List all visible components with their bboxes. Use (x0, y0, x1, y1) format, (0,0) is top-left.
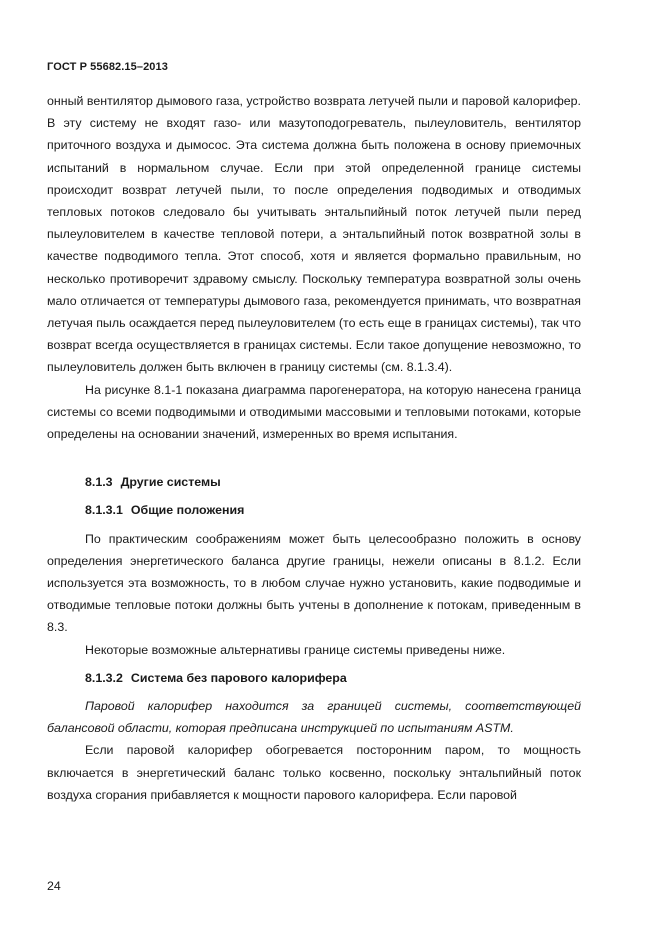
page-body (47, 90, 581, 806)
section-spacer (47, 445, 581, 471)
section-title: Общие положения (130, 503, 245, 518)
paragraph-other-boundaries: По практическим соображениям может быть целесообразно положить в основу определения энергетического баланса другие границы, нежели описаны в 8.1.2. Если используется эта возможность, то в любом случае нужно установить, какие подводимые и отводимые тепловые потоки должны быть учтены в дополнение к потокам, приведенным в 8.3. (47, 531, 581, 635)
page-number: 24 (47, 879, 61, 893)
section-number: 8.1.3.1 (85, 503, 123, 518)
standard-code: ГОСТ Р 55682.15–2013 (47, 61, 168, 73)
paragraph-continuation: онный вентилятор дымового газа, устройство возврата летучей пыли и паровой калорифер. В эту систему не входят газо- или мазутоподогреватель, пылеуловитель, вентилятор приточного воздуха и дымосос. Эта система должна быть положена в основу приемочных испытаний в нормальном случае. Если при этой определенной границе системы происходит возврат летучей пыли, то после определения подводимых и отводимых тепловых потоков следовало бы учитывать энтальпийный поток летучей пыли перед пылеуловителем в качестве тепловой потери, а энтальпийный поток возвратной золы в качестве подводимого тепла. Этот способ, хотя и является формально правильным, но несколько противоречит здравому смыслу. Поскольку температура возвратной золы очень мало отличается от температуры дымового газа, рекомендуется принимать, что возвратная летучая пыль осаждается перед пылеуловителем (то есть еще в границах системы), так что возврат всегда осуществляется в границах системы. Если такое допущение невозможно, то пылеуловитель должен быть включен в границу системы (см. 8.1.3.4). (47, 94, 581, 375)
section-number: 8.1.3 (85, 475, 113, 490)
paragraph-external-steam: Если паровой калорифер обогревается посторонним паром, то мощность включается в энергетический баланс только косвенно, поскольку энтальпийный поток воздуха сгорания прибавляется к мощности парового калорифера. Если паровой (47, 743, 581, 802)
section-heading-8-1-3 (47, 471, 581, 493)
document-header (47, 61, 168, 73)
section-number: 8.1.3.2 (85, 670, 123, 685)
paragraph-figure-reference: На рисунке 8.1-1 показана диаграмма парогенератора, на которую нанесена граница системы со всеми подводимыми и отводимыми массовыми и тепловыми потоками, которые определены на основании значений, измеренных во время испытания. (47, 382, 581, 442)
section-title: Другие системы (120, 475, 221, 490)
section-title: Система без парового калорифера (130, 670, 347, 685)
paragraph-astm-note: Паровой калорифер находится за границей системы, соответствующей балансовой области, которая предписана инструкцией по испытаниям ASTM. (47, 699, 581, 736)
section-heading-8-1-3-2 (47, 667, 581, 689)
section-heading-8-1-3-1 (47, 499, 581, 521)
paragraph-alternatives: Некоторые возможные альтернативы границе системы приведены ниже. (85, 642, 506, 657)
